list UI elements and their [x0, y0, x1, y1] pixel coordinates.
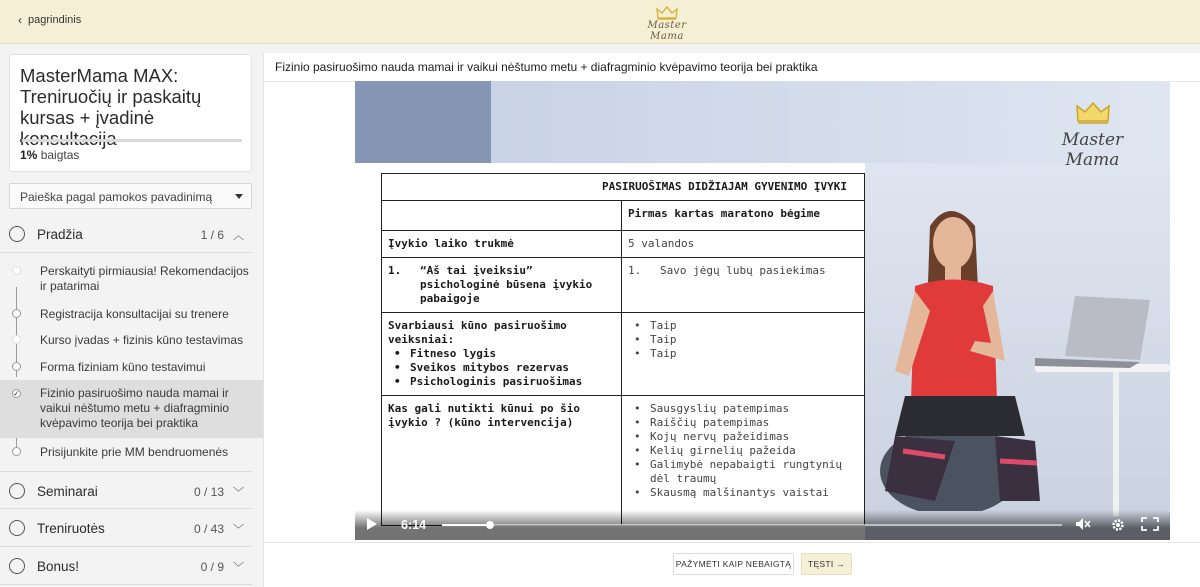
sidebar — [0, 44, 263, 587]
section-count: 0 / 9 — [200, 560, 224, 574]
slide-bullet: • Sveikos mitybos rezervas — [388, 361, 615, 375]
lesson-status-dot — [12, 362, 21, 371]
slide-list-num: 1. — [628, 264, 642, 277]
video-seek-handle[interactable] — [486, 521, 494, 529]
video-seek-bar[interactable] — [442, 524, 1062, 526]
laptop-illustration — [1035, 296, 1170, 516]
lesson-content — [263, 53, 1200, 587]
settings-gear-icon[interactable] — [1110, 517, 1126, 536]
slide-table-title — [382, 174, 865, 201]
section-label: Seminarai — [37, 484, 98, 499]
fullscreen-icon[interactable] — [1141, 517, 1159, 534]
slide-cell: Pirmas kartas maratono bėgime — [622, 201, 865, 231]
section-treniruotes[interactable] — [0, 509, 252, 547]
lesson-title: Fizinio pasiruošimo nauda mamai ir vaikui nėštumo metu + diafragminio kvėpavimo teorija bei praktika — [275, 60, 818, 74]
slide-bullet-list — [388, 347, 615, 389]
lesson-item[interactable] — [0, 332, 263, 352]
slide-bullet: • Kelių girnelių pažeida — [628, 444, 858, 458]
chevron-down-icon: ﹀ — [233, 524, 244, 536]
lesson-label: Registracija konsultacijai su trenere — [40, 307, 229, 321]
lesson-label: Perskaityti pirmiausia! Rekomendacijos ir patarimai — [40, 264, 249, 293]
video-background-window — [355, 81, 491, 163]
slide-cell-text: Savo jėgų lubų pasiekimas — [660, 264, 826, 277]
section-progress-circle-icon — [9, 226, 25, 242]
section-label: Treniruotės — [37, 521, 105, 536]
slide-bullet: • Taip — [628, 333, 858, 347]
caret-down-icon — [235, 194, 243, 199]
slide-table — [381, 173, 865, 526]
slide-bullet: • Raiščių patempimas — [628, 416, 858, 430]
slide-bullet: • Psichologinis pasiruošimas — [388, 375, 615, 389]
lesson-status-dot — [12, 309, 21, 318]
slide-cell — [382, 201, 622, 231]
lesson-label: Forma fiziniam kūno testavimui — [40, 360, 206, 374]
crown-icon — [656, 6, 678, 20]
section-pradzia[interactable] — [0, 215, 252, 253]
chevron-left-icon: ‹ — [18, 13, 22, 27]
section-count: 0 / 43 — [193, 522, 224, 536]
section-bonus[interactable] — [0, 547, 252, 585]
section-label: Pradžia — [37, 227, 83, 242]
slide-cell-text: “Aš tai įveiksiu” psichologinė būsena įvykio pabaigoje — [420, 264, 593, 305]
video-time: 6:14 — [401, 518, 427, 532]
video-player[interactable] — [355, 81, 1170, 540]
slide-list-num: 1. — [388, 264, 402, 277]
section-progress-circle-icon — [9, 558, 25, 574]
slide-cell: Įvykio laiko trukmė — [382, 231, 622, 258]
slide-cell — [382, 313, 622, 396]
course-progress-bar — [20, 139, 242, 142]
lesson-item-active[interactable] — [0, 380, 263, 438]
slide-bullet: • Sausgyslių patempimas — [628, 402, 858, 416]
video-logo-text: Master Mama — [1061, 130, 1124, 170]
video-seek-fill — [442, 524, 489, 526]
progress-percent: 1% — [20, 148, 38, 162]
lesson-label: Kurso įvadas + fizinis kūno testavimas — [40, 333, 244, 347]
video-controls — [355, 510, 1170, 540]
mark-incomplete-button[interactable]: PAŽYMĖTI KAIP NEBAIGTĄ — [673, 553, 794, 575]
section-label: Bonus! — [37, 559, 80, 574]
slide-cell — [622, 258, 865, 313]
slide-document — [355, 163, 865, 540]
play-icon[interactable] — [367, 518, 377, 530]
slide-bullet-list — [628, 402, 858, 500]
slide-cell — [622, 313, 865, 396]
lesson-search-select[interactable] — [9, 183, 252, 209]
chevron-down-icon: ﹀ — [233, 487, 244, 499]
slide-bullet: • Galimybė nepabaigti rungtynių dėl traumų — [628, 458, 858, 486]
lesson-item[interactable] — [0, 306, 263, 326]
check-icon: ✓ — [13, 389, 20, 398]
crown-icon — [1075, 101, 1111, 125]
slide-bullet: • Taip — [628, 319, 858, 333]
slide-bullet: • Skausmą malšinantys vaistai — [628, 486, 858, 500]
slide-bullet: • Taip — [628, 347, 858, 361]
lesson-status-dot — [12, 335, 21, 344]
presenter-figure — [875, 201, 1045, 511]
slide-bullet-list — [628, 319, 858, 361]
lesson-label: Prisijunkite prie MM bendruomenės — [40, 445, 229, 459]
lesson-status-dot — [12, 266, 21, 275]
section-progress-circle-icon — [9, 520, 25, 536]
course-card — [9, 54, 252, 172]
video-watermark-logo — [1035, 101, 1150, 170]
slide-cell: 5 valandos — [622, 231, 865, 258]
course-title: MasterMama MAX: Treniruočių ir paskaitų kursas + įvadinė — [20, 65, 202, 128]
lesson-label: Fizinio pasiruošimo nauda mamai ir vaikui nėštumo metu + diafragminio kvėpavimo teorija bei praktika — [40, 386, 230, 430]
lesson-item[interactable] — [0, 262, 263, 296]
slide-cell — [622, 396, 865, 526]
lesson-item[interactable] — [0, 359, 263, 379]
logo[interactable] — [635, 6, 699, 40]
lesson-search-placeholder: Paieška pagal pamokos pavadinimą — [20, 190, 213, 204]
mute-icon[interactable] — [1075, 517, 1091, 534]
slide-bullet: • Fitneso lygis — [388, 347, 615, 361]
slide-bullet: • Kojų nervų pažeidimas — [628, 430, 858, 444]
slide-cell: Kas gali nutikti kūnui po šio įvykio ? (kūno intervencija) — [382, 396, 622, 526]
divider — [264, 542, 1200, 543]
slide-title-text: PASIRUOŠIMAS DIDŽIAJAM GYVENIMO ĮVYKI — [602, 180, 848, 193]
continue-button[interactable]: TĘSTI → — [801, 553, 852, 575]
chevron-down-icon: ﹀ — [233, 562, 244, 574]
back-link-label: pagrindinis — [28, 14, 82, 26]
section-count: 1 / 6 — [200, 228, 224, 242]
lesson-item[interactable] — [0, 444, 263, 464]
slide-cell — [382, 258, 622, 313]
logo-text: Master Mama — [647, 20, 687, 42]
section-seminarai[interactable] — [0, 471, 252, 509]
section-progress-circle-icon — [9, 483, 25, 499]
slide-cell-text: Svarbiausi kūno pasiruošimo veiksniai: — [388, 319, 567, 346]
section-count: 0 / 13 — [193, 485, 224, 499]
progress-suffix: baigtas — [40, 148, 80, 162]
back-link[interactable] — [18, 14, 81, 26]
course-progress-fill — [20, 139, 22, 142]
course-progress-text — [20, 148, 79, 162]
lesson-status-dot — [12, 447, 21, 456]
chevron-up-icon: ︿ — [233, 230, 244, 242]
top-bar — [0, 0, 1200, 44]
